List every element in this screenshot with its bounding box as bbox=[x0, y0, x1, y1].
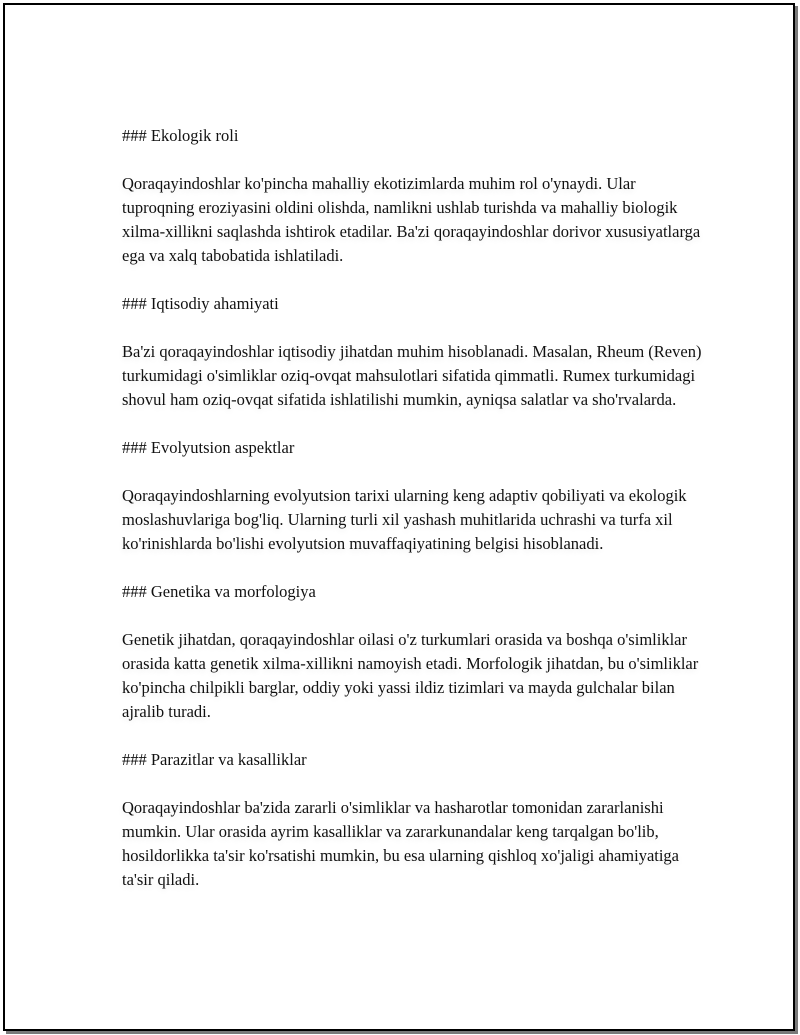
section-paragraph: Genetik jihatdan, qoraqayindoshlar oilasi o'z turkumlari orasida va boshqa o'simliklar orasida katta genetik xilma-xillikni namoyish etadi. Morfologik jihatdan, bu o'simliklar ko'pincha chilpikli barglar, oddiy yoki yassi ildiz tizimlari va mayda gulchalar bilan ajralib turadi. bbox=[122, 630, 699, 721]
section-heading: ### Ekologik roli bbox=[122, 126, 239, 145]
section-parazitlar-va-kasalliklar bbox=[122, 748, 702, 892]
document-body bbox=[122, 124, 702, 892]
section-heading: ### Parazitlar va kasalliklar bbox=[122, 750, 307, 769]
section-paragraph: Ba'zi qoraqayindoshlar iqtisodiy jihatdan muhim hisoblanadi. Masalan, Rheum (Reven) turkumidagi o'simliklar oziq-ovqat mahsulotlari sifatida qimmatli. Rumex turkumidagi shovul ham oziq-ovqat sifatida ishlatilishi mumkin, ayniqsa salatlar va sho'rvalarda. bbox=[122, 342, 702, 409]
section-paragraph: Qoraqayindoshlar ko'pincha mahalliy ekotizimlarda muhim rol o'ynaydi. Ular tuproqning eroziyasini oldini olishda, namlikni ushlab turishda va mahalliy biologik xilma-xillikni saqlashda ishtirok etadilar. Ba'zi qoraqayindoshlar dorivor xususiyatlarga ega va xalq tabobatida ishlatiladi. bbox=[122, 174, 701, 265]
section-ekologik-roli bbox=[122, 124, 702, 268]
section-paragraph: Qoraqayindoshlar ba'zida zararli o'simliklar va hasharotlar tomonidan zararlanishi mumkin. Ular orasida ayrim kasalliklar va zararkunandalar keng tarqalgan bo'lib, hosildorlikka ta'sir ko'rsatishi mumkin, bu esa ularning qishloq xo'jaligi ahamiyatiga ta'sir qiladi. bbox=[122, 798, 680, 889]
section-heading: ### Evolyutsion aspektlar bbox=[122, 438, 295, 457]
document-page bbox=[3, 3, 795, 1031]
section-genetika-va-morfologiya bbox=[122, 580, 702, 724]
section-heading: ### Iqtisodiy ahamiyati bbox=[122, 294, 279, 313]
section-paragraph: Qoraqayindoshlarning evolyutsion tarixi ularning keng adaptiv qobiliyati va ekologik moslashuvlariga bog'liq. Ularning turli xil yashash muhitlarida uchrashi va turfa xil ko'rinishlarda bo'lishi evolyutsion muvaffaqiyatining belgisi hisoblanadi. bbox=[122, 486, 687, 553]
section-heading: ### Genetika va morfologiya bbox=[122, 582, 316, 601]
section-evolyutsion-aspektlar bbox=[122, 436, 702, 556]
section-iqtisodiy-ahamiyati bbox=[122, 292, 702, 412]
